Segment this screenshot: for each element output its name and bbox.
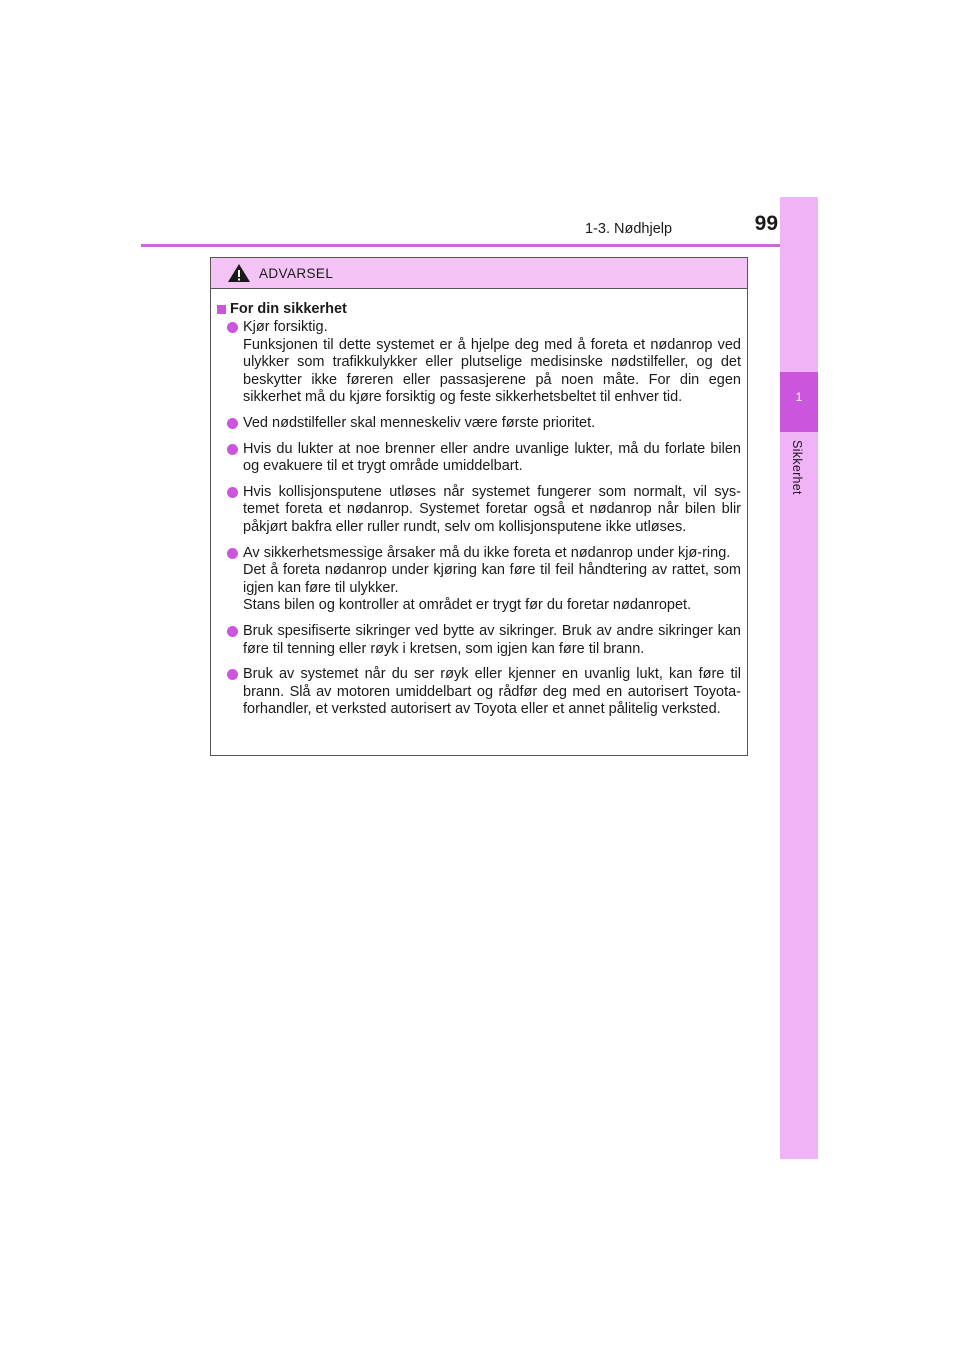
warning-body — [211, 289, 747, 719]
item-line: Hvis kollisjonsputene utløses når systemet fungerer som normalt, vil sys-temet foreta et nødanrop. Systemet foretar også et nødanrop når bilen blir påkjørt bakfra eller ruller rundt, selv om kollisjonsputene ikke utløses. — [243, 483, 741, 535]
circle-bullet-icon — [227, 626, 238, 637]
list-item — [217, 545, 741, 615]
warning-list — [217, 319, 741, 719]
circle-bullet-icon — [227, 669, 238, 680]
warning-title: ADVARSEL — [259, 265, 334, 281]
subheading-text: For din sikkerhet — [230, 301, 347, 317]
item-line: Bruk av systemet når du ser røyk eller kjenner en uvanlig lukt, kan føre til brann. Slå av motoren umiddelbart og rådfør deg med en autorisert Toyota-forhandler, et verksted autorisert av Toyota eller et annet pålitelig verksted. — [243, 666, 741, 718]
circle-bullet-icon — [227, 322, 238, 333]
warning-header — [211, 258, 747, 289]
chapter-side-tab — [780, 197, 818, 1159]
warning-subheading — [217, 301, 741, 317]
item-line: Ved nødstilfeller skal menneskeliv være første prioritet. — [243, 414, 596, 431]
section-title: 1-3. Nødhjelp — [585, 221, 673, 237]
item-line: Kjør forsiktig. — [243, 319, 328, 335]
circle-bullet-icon — [227, 548, 238, 559]
circle-bullet-icon — [227, 418, 238, 429]
square-bullet-icon — [217, 305, 226, 314]
list-item — [217, 666, 741, 719]
item-line: Av sikkerhetsmessige årsaker må du ikke foreta et nødanrop under kjø-ring. — [243, 544, 731, 561]
page-number: 99 — [754, 212, 778, 235]
chapter-number: 1 — [795, 390, 803, 404]
item-line: Stans bilen og kontroller at området er trygt før du foretar nødanropet. — [243, 597, 692, 614]
item-line: Funksjonen til dette systemet er å hjelpe deg med å foreta et nødanrop ved ulykker som trafikkulykker eller plutselige medisinske nødstilfeller, og det beskytter ikke føreren eller passasjerene på noen måte. For din egen sikkerhet må du kjøre forsiktig og feste sikkerhetsbeltet til enhver tid. — [243, 336, 741, 406]
item-line: Hvis du lukter at noe brenner eller andre uvanlige lukter, må du forlate bilen og evakuere til et trygt område umiddelbart. — [243, 440, 741, 475]
chapter-title: Sikkerhet — [790, 440, 804, 495]
list-item — [217, 484, 741, 537]
list-item — [217, 623, 741, 658]
circle-bullet-icon — [227, 487, 238, 498]
item-line: Det å foreta nødanrop under kjøring kan føre til feil håndtering av rattet, som igjen kan føre til ulykker. — [243, 562, 741, 596]
item-line: Bruk spesifiserte sikringer ved bytte av sikringer. Bruk av andre sikringer kan føre til tenning eller røyk i kretsen, som igjen kan føre til brann. — [243, 622, 741, 657]
list-item — [217, 441, 741, 476]
warning-triangle-icon — [227, 263, 251, 283]
circle-bullet-icon — [227, 444, 238, 455]
warning-box — [210, 257, 748, 756]
header-rule — [141, 244, 818, 247]
list-item — [217, 415, 741, 433]
list-item — [217, 319, 741, 407]
